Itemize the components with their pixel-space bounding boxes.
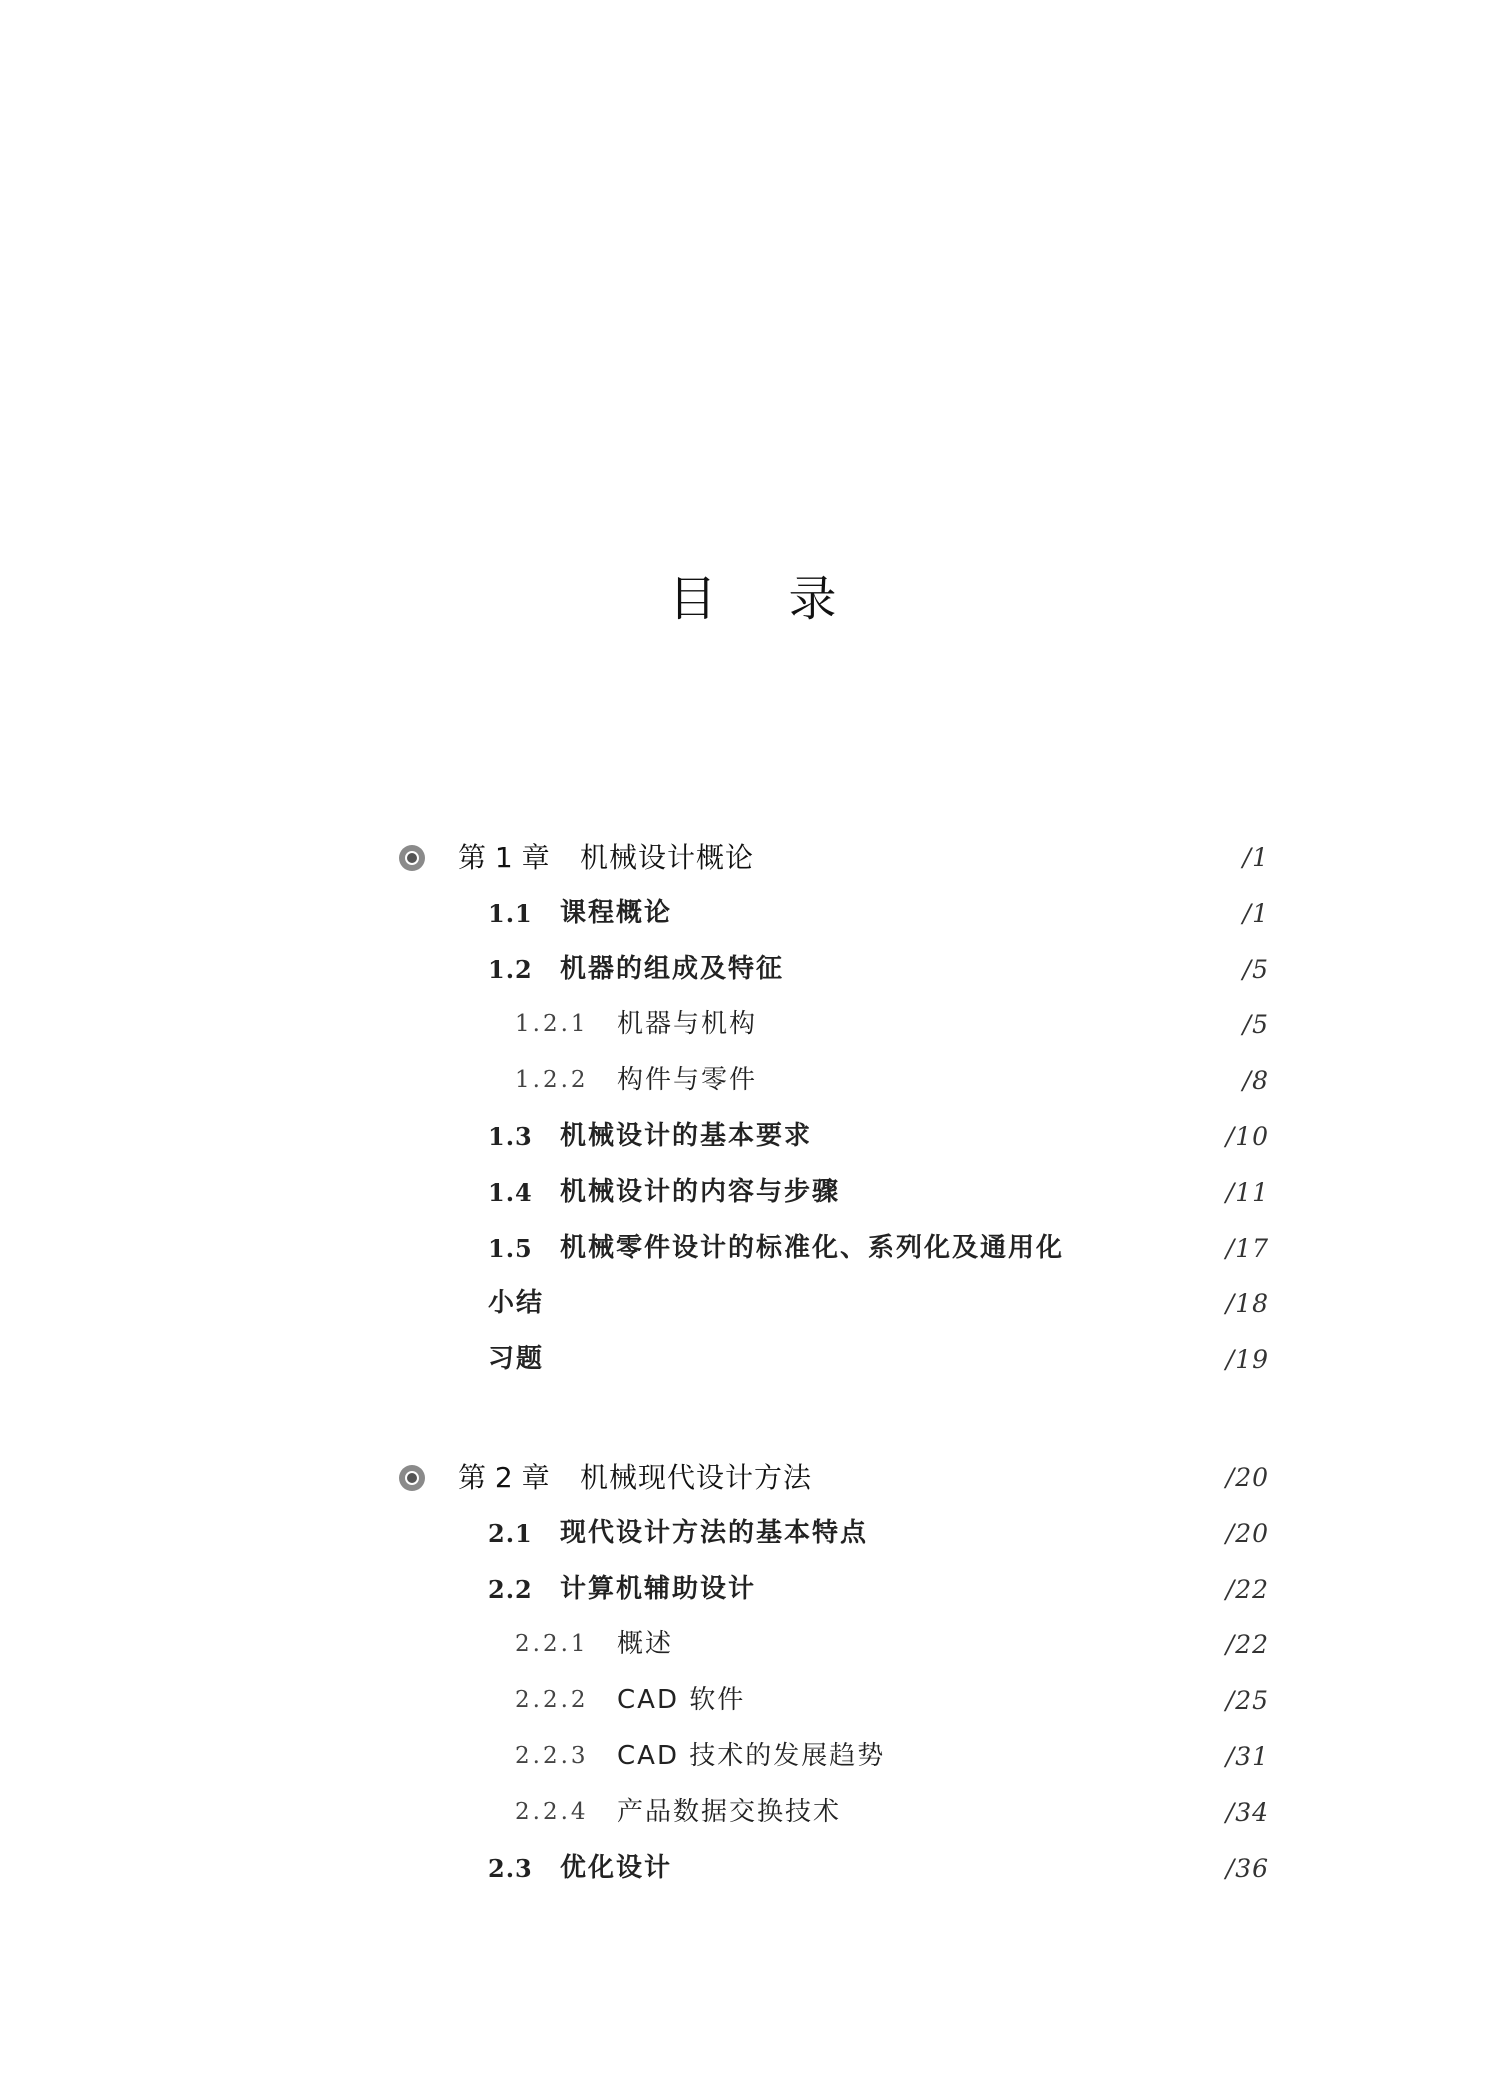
section-title: 机械设计的基本要求 — [560, 1120, 813, 1151]
section-number: 2.2 — [488, 1574, 533, 1604]
section-number: 2.1 — [488, 1518, 533, 1548]
table-of-contents — [0, 830, 1505, 1958]
subsection-title: 概述 — [617, 1629, 674, 1660]
toc-entry-subsection[interactable] — [0, 997, 1505, 1053]
toc-entry-subsection[interactable] — [0, 1729, 1505, 1785]
page-number: /1 — [1242, 898, 1269, 928]
section-title: 习题 — [488, 1344, 545, 1375]
section-number: 2.3 — [488, 1853, 533, 1883]
chapter-heading[interactable] — [0, 830, 1505, 886]
page-number: /17 — [1225, 1233, 1269, 1263]
chapter-label: 第 2 章 — [458, 1460, 550, 1494]
page-title — [0, 560, 1505, 629]
subsection-number: 1.2.2 — [515, 1067, 589, 1094]
chapter-title: 机械设计概论 — [580, 841, 755, 874]
subsection-title: 产品数据交换技术 — [617, 1796, 842, 1827]
toc-entry-section[interactable] — [0, 1109, 1505, 1165]
page-number: /5 — [1242, 1010, 1269, 1040]
toc-entry-subsection[interactable] — [0, 1053, 1505, 1109]
page-number: /22 — [1225, 1574, 1269, 1604]
toc-entry-section[interactable] — [0, 1562, 1505, 1618]
toc-entry-section[interactable] — [0, 1841, 1505, 1897]
chapter-2 — [0, 1450, 1505, 1896]
page-number: /18 — [1225, 1289, 1269, 1319]
section-number: 1.4 — [488, 1177, 533, 1207]
page-number: /8 — [1242, 1066, 1269, 1096]
toc-entry-subsection[interactable] — [0, 1617, 1505, 1673]
page-number: /11 — [1225, 1177, 1269, 1207]
subsection-title: 构件与零件 — [617, 1065, 758, 1096]
page-number: /22 — [1225, 1630, 1269, 1660]
chapter-title: 机械现代设计方法 — [580, 1460, 813, 1494]
page-number: /20 — [1225, 1462, 1269, 1492]
toc-entry-section[interactable] — [0, 942, 1505, 998]
chapter-bullet-icon — [399, 1465, 425, 1491]
section-number: 1.1 — [488, 898, 533, 928]
subsection-number: 2.2.1 — [515, 1631, 589, 1658]
page-title-char-2: 录 — [788, 571, 837, 627]
section-number: 1.5 — [488, 1233, 533, 1263]
page-number: /34 — [1225, 1797, 1269, 1827]
toc-entry-section[interactable] — [0, 1221, 1505, 1277]
section-title: 机器的组成及特征 — [560, 953, 785, 984]
section-number: 1.3 — [488, 1121, 533, 1151]
page-title-char-1: 目 — [668, 571, 717, 627]
section-title: 机械设计的内容与步骤 — [560, 1176, 841, 1207]
section-title: 现代设计方法的基本特点 — [560, 1517, 869, 1548]
page-number: /10 — [1225, 1121, 1269, 1151]
page-number: /31 — [1225, 1741, 1269, 1771]
page-number: /1 — [1242, 843, 1269, 872]
toc-entry-subsection[interactable] — [0, 1785, 1505, 1841]
chapter-bullet-icon — [399, 845, 425, 871]
chapter-label: 第 1 章 — [458, 841, 550, 874]
page-number: /5 — [1242, 954, 1269, 984]
page-number: /19 — [1225, 1345, 1269, 1375]
section-title: 计算机辅助设计 — [560, 1573, 757, 1604]
section-title: 小结 — [488, 1288, 545, 1319]
page-number: /25 — [1225, 1686, 1269, 1716]
toc-entry-exercises[interactable] — [0, 1332, 1505, 1388]
subsection-title: CAD 软件 — [617, 1685, 746, 1716]
chapter-1 — [0, 830, 1505, 1388]
toc-entry-section[interactable] — [0, 886, 1505, 942]
section-title: 优化设计 — [560, 1852, 673, 1883]
page-number: /20 — [1225, 1518, 1269, 1548]
toc-entry-subsection[interactable] — [0, 1673, 1505, 1729]
subsection-title: CAD 技术的发展趋势 — [617, 1740, 886, 1771]
subsection-title: 机器与机构 — [617, 1009, 758, 1040]
subsection-number: 2.2.3 — [515, 1742, 589, 1769]
section-title: 机械零件设计的标准化、系列化及通用化 — [560, 1232, 1065, 1263]
subsection-number: 1.2.1 — [515, 1011, 589, 1038]
toc-entry-section[interactable] — [0, 1165, 1505, 1221]
page-number: /36 — [1225, 1853, 1269, 1883]
subsection-number: 2.2.4 — [515, 1798, 589, 1825]
chapter-heading[interactable] — [0, 1450, 1505, 1506]
section-title: 课程概论 — [560, 897, 673, 928]
section-number: 1.2 — [488, 954, 533, 984]
subsection-number: 2.2.2 — [515, 1687, 589, 1714]
toc-entry-summary[interactable] — [0, 1276, 1505, 1332]
toc-entry-section[interactable] — [0, 1506, 1505, 1562]
